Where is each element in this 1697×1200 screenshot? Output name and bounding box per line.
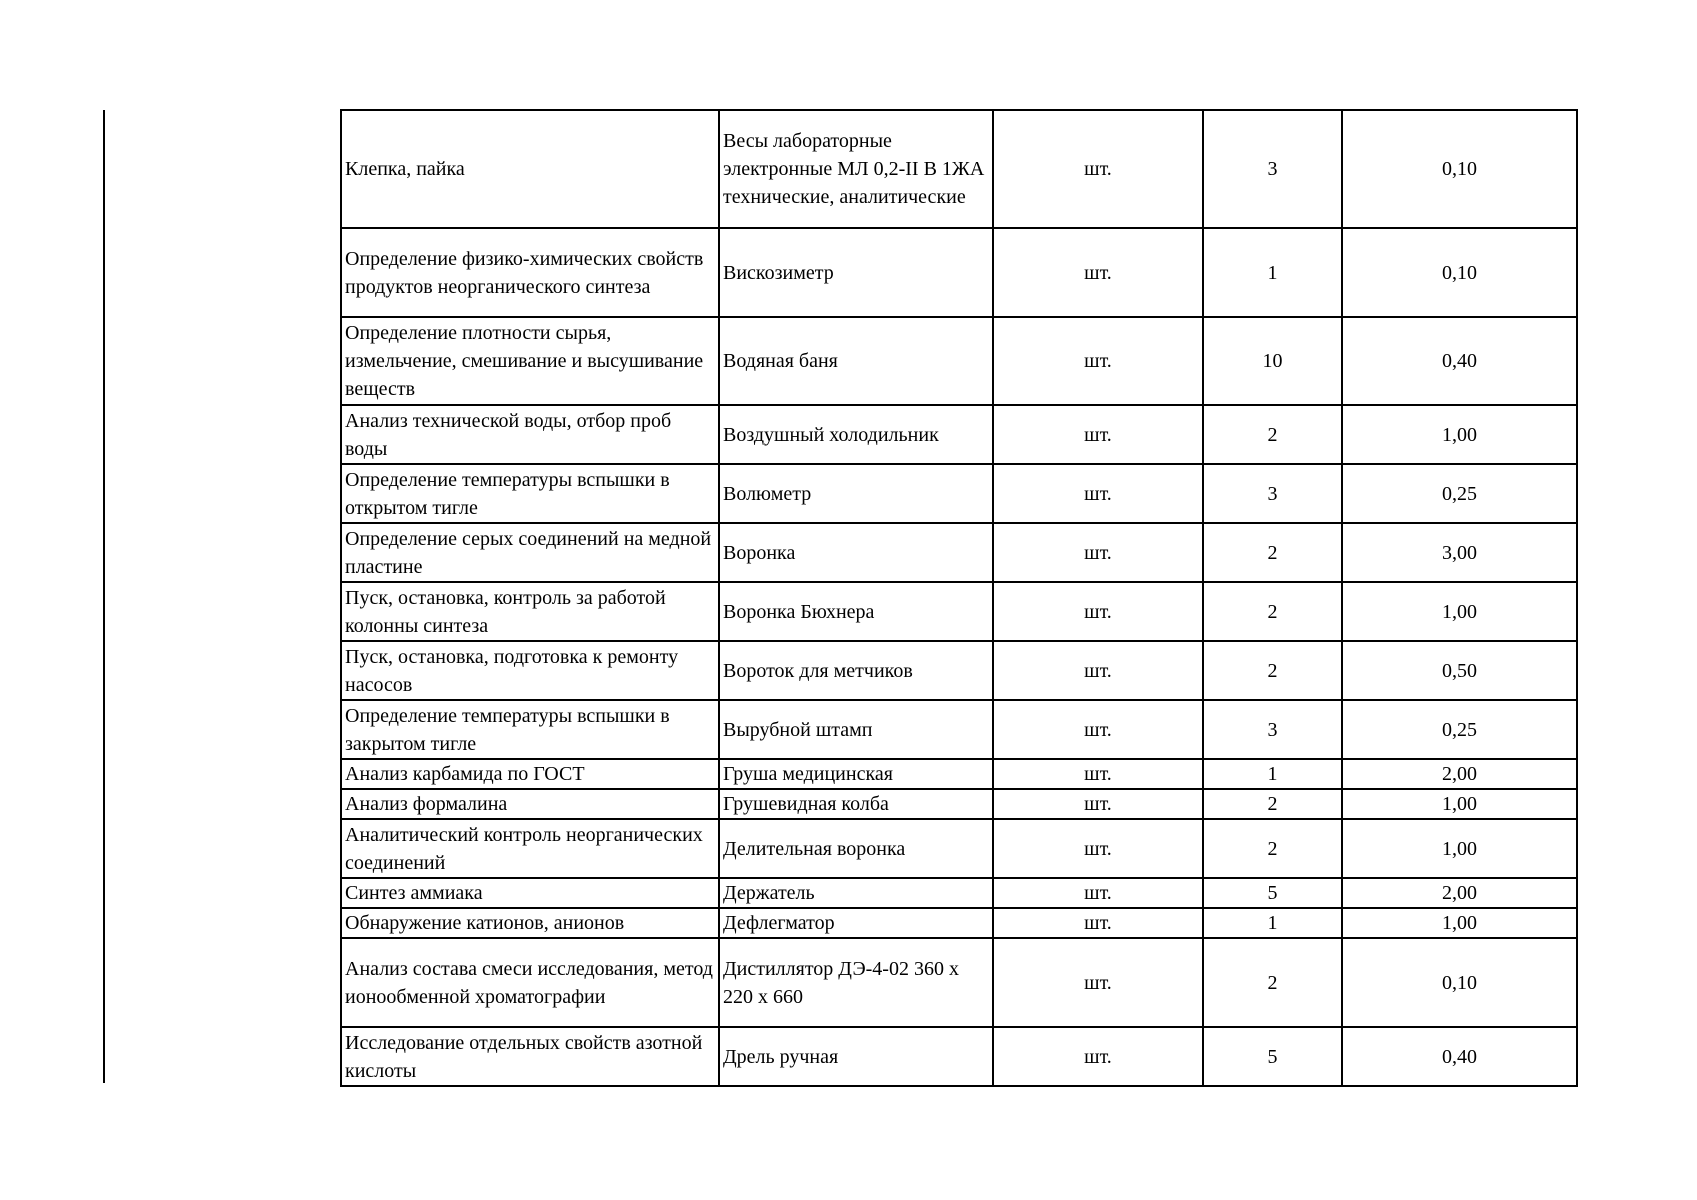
norm-cell: 0,10 (1342, 228, 1577, 317)
equipment-cell: Дистиллятор ДЭ-4-02 360 х 220 х 660 (719, 938, 993, 1027)
norm-cell: 1,00 (1342, 582, 1577, 641)
purpose-cell: Определение температуры вспышки в закрытом тигле (341, 700, 719, 759)
unit-cell: шт. (993, 819, 1203, 878)
unit-cell: шт. (993, 317, 1203, 405)
purpose-cell: Определение плотности сырья, измельчение, смешивание и высушивание веществ (341, 317, 719, 405)
norm-cell: 1,00 (1342, 405, 1577, 464)
equipment-table-body (341, 110, 1577, 1086)
equipment-cell: Весы лабораторные электронные МЛ 0,2-II В 1ЖА технические, аналитические (719, 110, 993, 228)
quantity-cell: 3 (1203, 110, 1342, 228)
equipment-cell: Воронка Бюхнера (719, 582, 993, 641)
quantity-cell: 10 (1203, 317, 1342, 405)
norm-cell: 0,40 (1342, 317, 1577, 405)
norm-cell: 2,00 (1342, 878, 1577, 908)
quantity-cell: 1 (1203, 228, 1342, 317)
norm-cell: 1,00 (1342, 819, 1577, 878)
quantity-cell: 2 (1203, 819, 1342, 878)
quantity-cell: 1 (1203, 908, 1342, 938)
table-row (341, 819, 1577, 878)
unit-cell: шт. (993, 908, 1203, 938)
quantity-cell: 2 (1203, 582, 1342, 641)
norm-cell: 0,25 (1342, 700, 1577, 759)
equipment-cell: Держатель (719, 878, 993, 908)
unit-cell: шт. (993, 582, 1203, 641)
quantity-cell: 2 (1203, 405, 1342, 464)
purpose-cell: Анализ состава смеси исследования, метод ионообменной хроматографии (341, 938, 719, 1027)
table-row (341, 228, 1577, 317)
norm-cell: 1,00 (1342, 908, 1577, 938)
purpose-cell: Определение физико-химических свойств продуктов неорганического синтеза (341, 228, 719, 317)
equipment-cell: Водяная баня (719, 317, 993, 405)
norm-cell: 3,00 (1342, 523, 1577, 582)
norm-cell: 2,00 (1342, 759, 1577, 789)
quantity-cell: 5 (1203, 1027, 1342, 1086)
table-row (341, 110, 1577, 228)
unit-cell: шт. (993, 1027, 1203, 1086)
purpose-cell: Анализ формалина (341, 789, 719, 819)
purpose-cell: Синтез аммиака (341, 878, 719, 908)
table-row (341, 464, 1577, 523)
unit-cell: шт. (993, 405, 1203, 464)
unit-cell: шт. (993, 641, 1203, 700)
equipment-cell: Вороток для метчиков (719, 641, 993, 700)
purpose-cell: Пуск, остановка, подготовка к ремонту насосов (341, 641, 719, 700)
norm-cell: 1,00 (1342, 789, 1577, 819)
table-row (341, 908, 1577, 938)
purpose-cell: Клепка, пайка (341, 110, 719, 228)
equipment-cell: Дефлегматор (719, 908, 993, 938)
quantity-cell: 2 (1203, 789, 1342, 819)
purpose-cell: Обнаружение катионов, анионов (341, 908, 719, 938)
purpose-cell: Определение серых соединений на медной пластине (341, 523, 719, 582)
purpose-cell: Аналитический контроль неорганических соединений (341, 819, 719, 878)
equipment-cell: Волюметр (719, 464, 993, 523)
table-row (341, 759, 1577, 789)
equipment-cell: Вискозиметр (719, 228, 993, 317)
table-row (341, 582, 1577, 641)
table-row (341, 405, 1577, 464)
equipment-cell: Воронка (719, 523, 993, 582)
table-row (341, 523, 1577, 582)
table-row (341, 700, 1577, 759)
quantity-cell: 1 (1203, 759, 1342, 789)
quantity-cell: 2 (1203, 641, 1342, 700)
quantity-cell: 5 (1203, 878, 1342, 908)
table-row (341, 878, 1577, 908)
norm-cell: 0,10 (1342, 110, 1577, 228)
equipment-cell: Дрель ручная (719, 1027, 993, 1086)
equipment-table (340, 109, 1578, 1087)
unit-cell: шт. (993, 464, 1203, 523)
norm-cell: 0,40 (1342, 1027, 1577, 1086)
equipment-cell: Грушевидная колба (719, 789, 993, 819)
norm-cell: 0,25 (1342, 464, 1577, 523)
purpose-cell: Определение температуры вспышки в открытом тигле (341, 464, 719, 523)
table-row (341, 938, 1577, 1027)
unit-cell: шт. (993, 878, 1203, 908)
equipment-cell: Груша медицинская (719, 759, 993, 789)
left-margin-line (103, 110, 105, 1083)
norm-cell: 0,10 (1342, 938, 1577, 1027)
table-row (341, 1027, 1577, 1086)
table-row (341, 789, 1577, 819)
unit-cell: шт. (993, 789, 1203, 819)
table-row (341, 317, 1577, 405)
table-row (341, 641, 1577, 700)
equipment-cell: Делительная воронка (719, 819, 993, 878)
quantity-cell: 3 (1203, 464, 1342, 523)
quantity-cell: 3 (1203, 700, 1342, 759)
unit-cell: шт. (993, 938, 1203, 1027)
unit-cell: шт. (993, 110, 1203, 228)
equipment-cell: Вырубной штамп (719, 700, 993, 759)
purpose-cell: Анализ технической воды, отбор проб воды (341, 405, 719, 464)
norm-cell: 0,50 (1342, 641, 1577, 700)
purpose-cell: Пуск, остановка, контроль за работой колонны синтеза (341, 582, 719, 641)
unit-cell: шт. (993, 228, 1203, 317)
purpose-cell: Анализ карбамида по ГОСТ (341, 759, 719, 789)
quantity-cell: 2 (1203, 938, 1342, 1027)
unit-cell: шт. (993, 759, 1203, 789)
unit-cell: шт. (993, 700, 1203, 759)
unit-cell: шт. (993, 523, 1203, 582)
quantity-cell: 2 (1203, 523, 1342, 582)
equipment-cell: Воздушный холодильник (719, 405, 993, 464)
purpose-cell: Исследование отдельных свойств азотной кислоты (341, 1027, 719, 1086)
